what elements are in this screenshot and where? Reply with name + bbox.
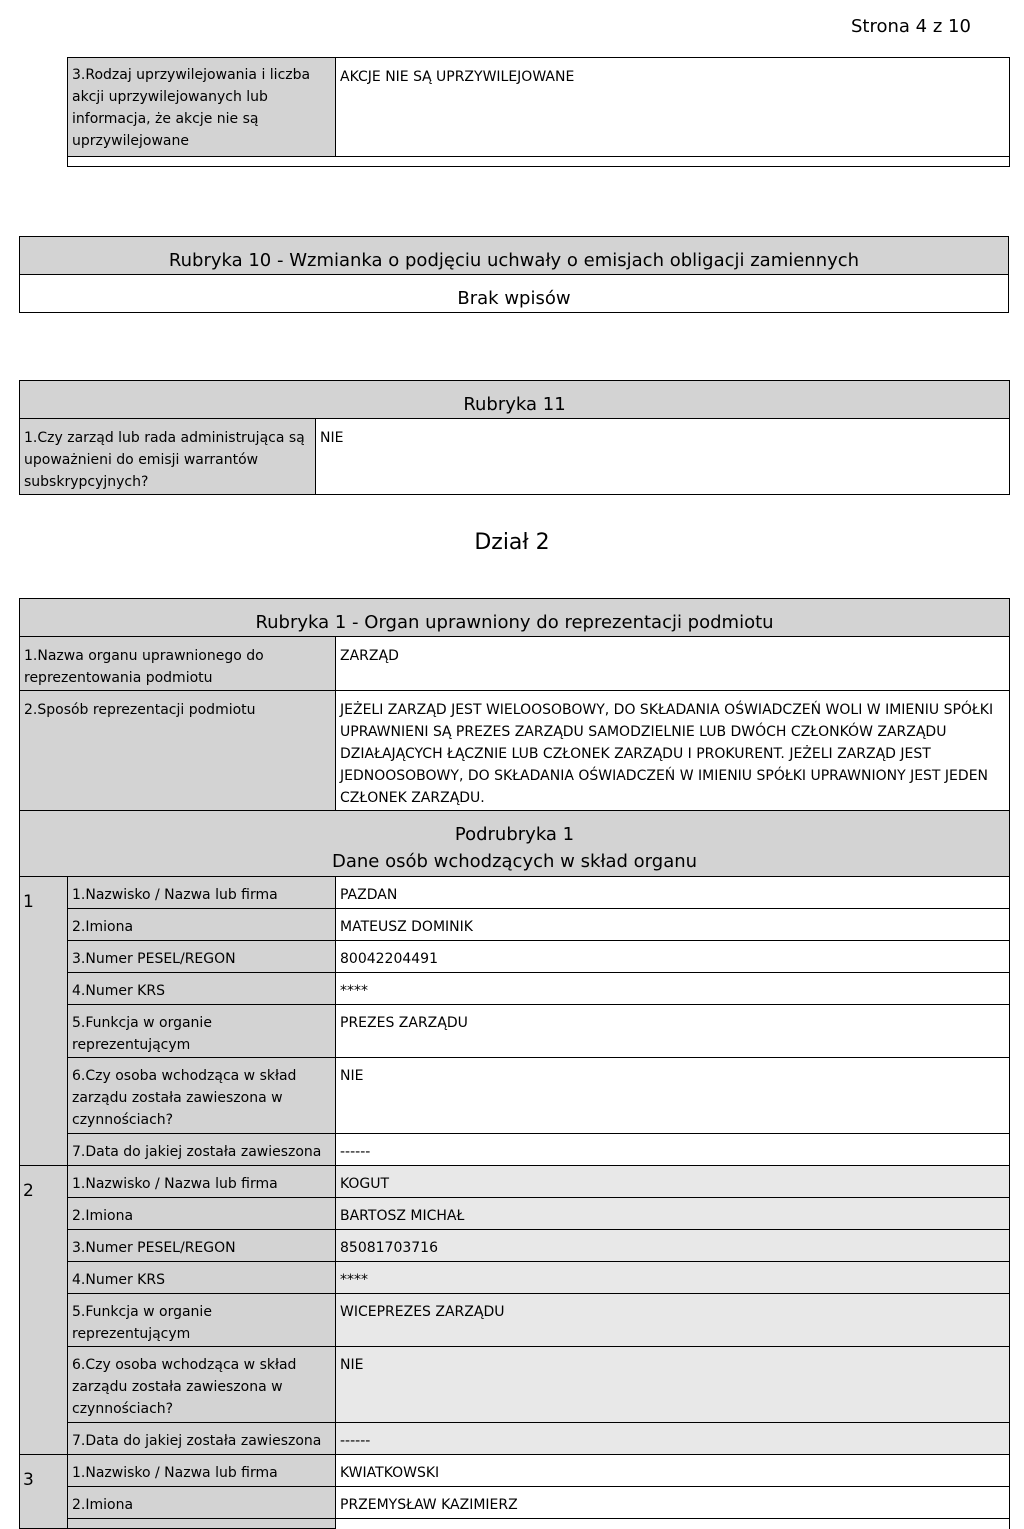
section-title-dzial: Dział 2 bbox=[474, 530, 550, 555]
person-index: 1 bbox=[20, 877, 68, 1166]
field-value-nazwisko: KWIATKOWSKI bbox=[336, 1455, 1010, 1487]
field-label-data: 7.Data do jakiej została zawieszona bbox=[68, 1423, 336, 1455]
field-value-imiona: BARTOSZ MICHAŁ bbox=[336, 1198, 1010, 1230]
field-label-imiona: 2.Imiona bbox=[68, 909, 336, 941]
field-label-imiona: 2.Imiona bbox=[68, 1487, 336, 1519]
field-value-sposob: JEŻELI ZARZĄD JEST WIELOOSOBOWY, DO SKŁADANIA OŚWIADCZEŃ WOLI W IMIENIU SPÓŁKI UPRAWNIENI SĄ PREZES ZARZĄDU SAMODZIELNIE LUB DWÓCH CZŁONKÓW ZARZĄDU DZIAŁAJĄCYCH ŁĄCZNIE LUB CZŁONEK ZARZĄDU I PROKURENT. JEŻELI ZARZĄD JEST JEDNOOSOBOWY, DO SKŁADANIA OŚWIADCZEŃ W IMIENIU SPÓŁKI UPRAWNIONY JEST JEDEN CZŁONEK ZARZĄDU. bbox=[336, 691, 1010, 811]
field-label-krs: 4.Numer KRS bbox=[68, 973, 336, 1005]
field-value-funkcja: WICEPREZES ZARZĄDU bbox=[336, 1294, 1010, 1347]
table-akcje bbox=[67, 57, 1010, 167]
field-value-pesel: 80042204491 bbox=[336, 941, 1010, 973]
rubryka-11 bbox=[19, 380, 1010, 495]
person-index: 3 bbox=[20, 1455, 68, 1529]
field-label-cutoff bbox=[68, 1519, 336, 1529]
field-label-warranty: 1.Czy zarząd lub rada administrująca są upoważnieni do emisji warrantów subskrypcyjnych? bbox=[20, 419, 316, 495]
page-indicator: Strona 4 z 10 bbox=[851, 16, 971, 37]
field-value-nazwisko: KOGUT bbox=[336, 1166, 1010, 1198]
rubryka-10 bbox=[19, 236, 1009, 313]
field-value-krs: **** bbox=[336, 1262, 1010, 1294]
field-value-organ: ZARZĄD bbox=[336, 637, 1010, 691]
field-value-zawieszona: NIE bbox=[336, 1058, 1010, 1134]
table-footer-spacer bbox=[68, 157, 1010, 167]
field-label-pesel: 3.Numer PESEL/REGON bbox=[68, 941, 336, 973]
field-label-uprzywilejowanie: 3.Rodzaj uprzywilejowania i liczba akcji uprzywilejowanych lub informacja, że akcje nie są uprzywilejowane bbox=[68, 58, 336, 157]
podrubryka-title: Podrubryka 1 bbox=[454, 824, 575, 845]
field-value-krs: **** bbox=[336, 973, 1010, 1005]
field-value-data: ------ bbox=[336, 1423, 1010, 1455]
field-value-cutoff bbox=[336, 1519, 1010, 1529]
field-value-nazwisko: PAZDAN bbox=[336, 877, 1010, 909]
field-value-imiona: MATEUSZ DOMINIK bbox=[336, 909, 1010, 941]
field-value-imiona: PRZEMYSŁAW KAZIMIERZ bbox=[336, 1487, 1010, 1519]
field-value-data: ------ bbox=[336, 1134, 1010, 1166]
field-label-funkcja: 5.Funkcja w organie reprezentującym bbox=[68, 1294, 336, 1347]
field-value-zawieszona: NIE bbox=[336, 1347, 1010, 1423]
field-label-imiona: 2.Imiona bbox=[68, 1198, 336, 1230]
podrubryka-header bbox=[20, 811, 1010, 877]
field-label-funkcja: 5.Funkcja w organie reprezentującym bbox=[68, 1005, 336, 1058]
field-value-warranty: NIE bbox=[316, 419, 1010, 495]
field-label-pesel: 3.Numer PESEL/REGON bbox=[68, 1230, 336, 1262]
field-label-krs: 4.Numer KRS bbox=[68, 1262, 336, 1294]
field-label-zawieszona: 6.Czy osoba wchodząca w skład zarządu została zawieszona w czynnościach? bbox=[68, 1058, 336, 1134]
person-index: 2 bbox=[20, 1166, 68, 1455]
rubryka-1-title: Rubryka 1 - Organ uprawniony do reprezentacji podmiotu bbox=[20, 599, 1010, 637]
rubryka-10-title: Rubryka 10 - Wzmianka o podjęciu uchwały o emisjach obligacji zamiennych bbox=[20, 237, 1009, 275]
field-label-organ: 1.Nazwa organu uprawnionego do reprezentowania podmiotu bbox=[20, 637, 336, 691]
field-value-pesel: 85081703716 bbox=[336, 1230, 1010, 1262]
field-label-zawieszona: 6.Czy osoba wchodząca w skład zarządu została zawieszona w czynnościach? bbox=[68, 1347, 336, 1423]
field-label-nazwisko: 1.Nazwisko / Nazwa lub firma bbox=[68, 1455, 336, 1487]
field-value-uprzywilejowanie: AKCJE NIE SĄ UPRZYWILEJOWANE bbox=[336, 58, 1010, 157]
field-label-nazwisko: 1.Nazwisko / Nazwa lub firma bbox=[68, 877, 336, 909]
rubryka-1 bbox=[19, 598, 1010, 1529]
field-value-funkcja: PREZES ZARZĄDU bbox=[336, 1005, 1010, 1058]
field-label-data: 7.Data do jakiej została zawieszona bbox=[68, 1134, 336, 1166]
podrubryka-subtitle: Dane osób wchodzących w skład organu bbox=[331, 851, 698, 872]
field-label-nazwisko: 1.Nazwisko / Nazwa lub firma bbox=[68, 1166, 336, 1198]
rubryka-10-content: Brak wpisów bbox=[20, 275, 1009, 313]
rubryka-11-title: Rubryka 11 bbox=[20, 381, 1010, 419]
field-label-sposob: 2.Sposób reprezentacji podmiotu bbox=[20, 691, 336, 811]
